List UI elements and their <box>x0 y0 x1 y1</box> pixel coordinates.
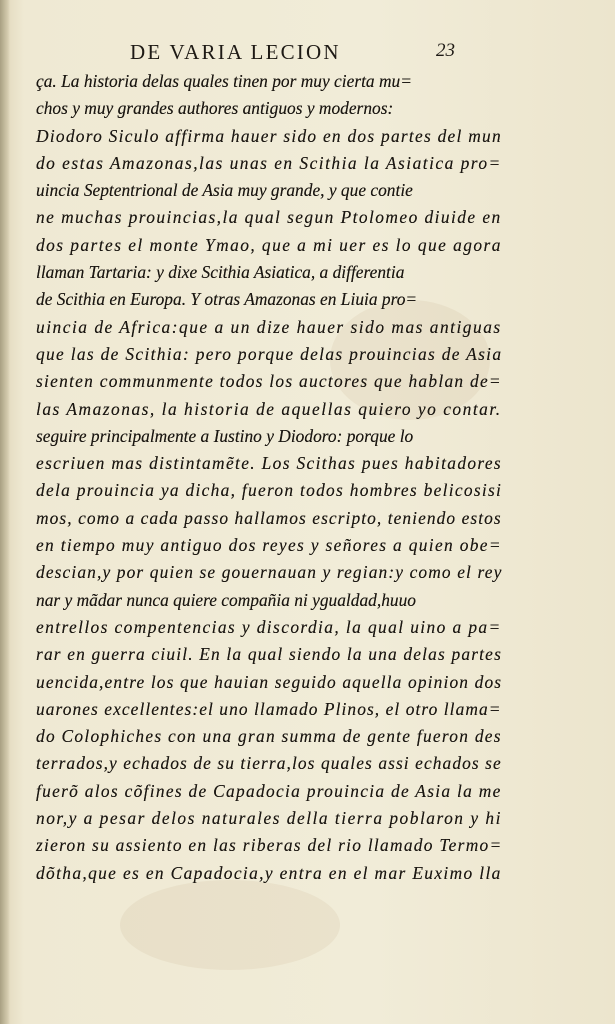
text-line: en tiempo muy antiguo dos reyes y señores a quien obe= <box>36 535 502 556</box>
text-line: dõtha,que es en Capadocia,y entra en el mar Euximo lla <box>36 862 502 883</box>
text-line: nar y mãdar nunca quiere compañia ni ygualdad,huuo <box>36 589 416 610</box>
text-line: chos y muy grandes authores antiguos y modernos: <box>36 98 394 119</box>
text-line: mos, como a cada passo hallamos escripto, teniendo estos <box>36 507 502 528</box>
text-line: que las de Scithia: pero porque delas prouincias de Asia <box>36 343 503 364</box>
text-line: uencida,entre los que hauian seguido aquella opinion dos <box>36 671 503 692</box>
text-line: sienten communmente todos los auctores que hablan de= <box>36 371 502 392</box>
text-line: ne muchas prouincias,la qual segun Ptolomeo diuide en <box>36 207 502 228</box>
text-line: Diodoro Siculo affirma hauer sido en dos partes del mun <box>36 125 502 146</box>
text-line: terrados,y echados de su tierra,los quales assi echados se <box>36 753 502 774</box>
paper-stain <box>120 880 340 970</box>
text-line: do Colophiches con una gran summa de gente fueron des <box>36 726 502 747</box>
body-text <box>36 68 506 887</box>
text-line: seguire principalmente a Iustino y Diodoro: porque lo <box>36 425 414 446</box>
text-line: do estas Amazonas,las unas en Scithia la Asiatica pro= <box>36 152 502 173</box>
text-line: fuerõ alos cõfines de Capadocia prouincia de Asia la me <box>36 780 502 801</box>
binding-gutter <box>0 0 10 1024</box>
text-line: uincia Septentrional de Asia muy grande, y que contie <box>36 180 413 201</box>
text-line: uarones excellentes:el uno llamado Plinos, el otro llama= <box>36 698 502 719</box>
text-line: dos partes el monte Ymao, que a mi uer es lo que agora <box>36 234 502 255</box>
text-line: descian,y por quien se gouernauan y regian:y como el rey <box>36 562 503 583</box>
text-line: uincia de Africa:que a un dize hauer sido mas antiguas <box>36 316 502 337</box>
text-line: llaman Tartaria: y dixe Scithia Asiatica, a differentia <box>36 262 405 283</box>
text-line: ça. La historia delas quales tinen por muy cierta mu= <box>36 71 412 91</box>
text-line: nor,y a pesar delos naturales della tierra poblaron y hi <box>36 808 502 829</box>
text-line: entrellos compentencias y discordia, la qual uino a pa= <box>36 616 502 637</box>
page-number: 23 <box>436 40 455 61</box>
text-line: las Amazonas, la historia de aquellas quiero yo contar. <box>36 398 502 419</box>
running-head: DE VARIA LECION <box>130 40 341 64</box>
text-line: escriuen mas distintamẽte. Los Scithas pues habitadores <box>36 453 503 474</box>
text-line: dela prouincia ya dicha, fueron todos hombres belicosisi <box>36 480 503 501</box>
text-line: zieron su assiento en las riberas del rio llamado Termo= <box>36 835 503 856</box>
text-line: de Scithia en Europa. Y otras Amazonas en Liuia pro= <box>36 289 418 310</box>
page-header <box>130 40 460 70</box>
text-line: rar en guerra ciuil. En la qual siendo la una delas partes <box>36 644 503 665</box>
